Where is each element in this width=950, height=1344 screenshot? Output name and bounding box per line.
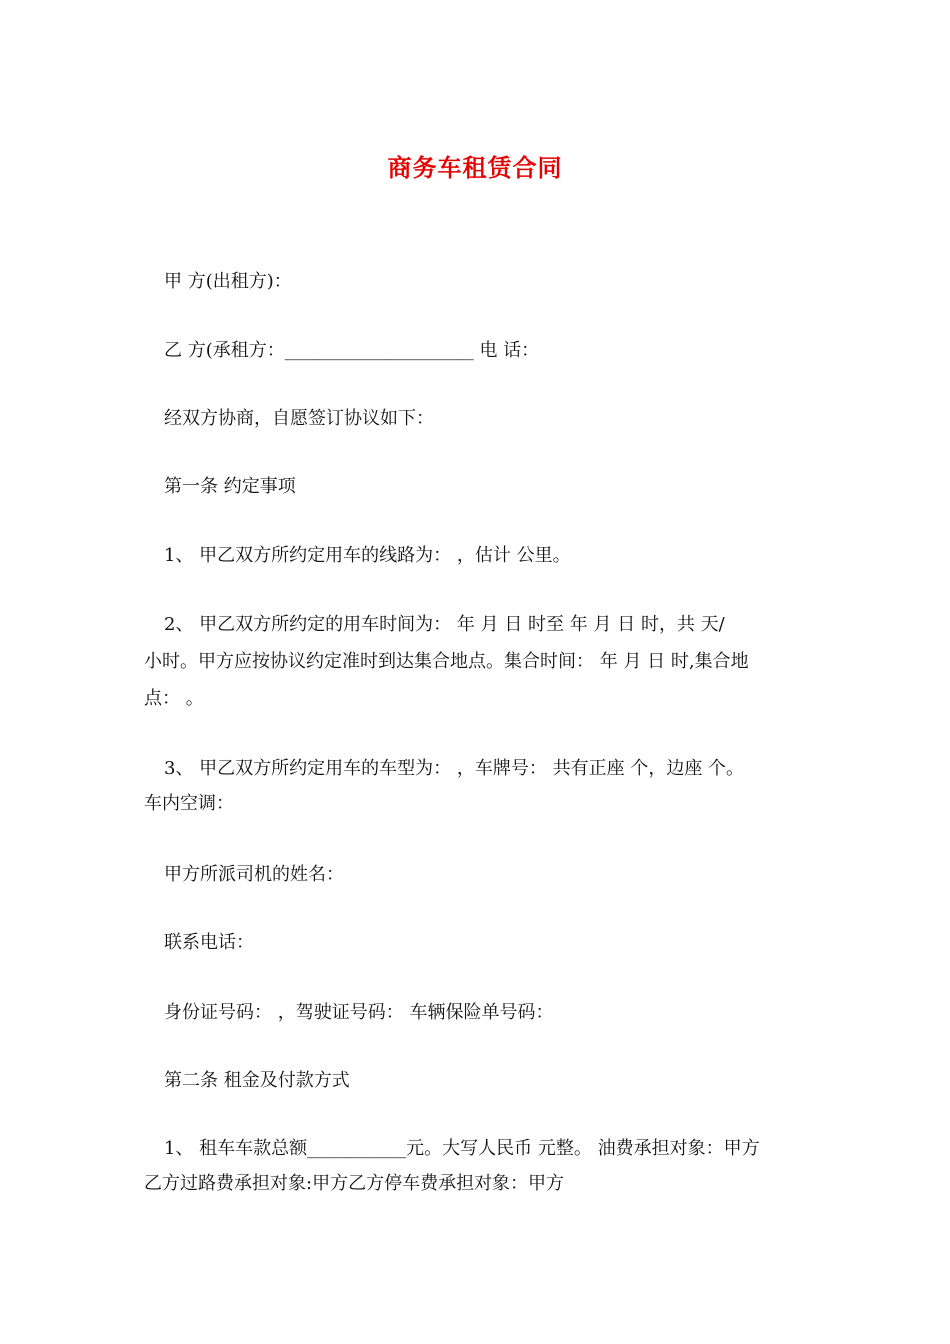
clause-2-1-line2: 乙方过路费承担对象:甲方乙方停车费承担对象：甲方 — [144, 1173, 565, 1194]
driver-name-line: 甲方所派司机的姓名： — [164, 864, 344, 885]
clause-1-2-line3: 点： 。 — [144, 688, 204, 709]
party-b-line: 乙 方(承租方：_____________________ 电 话： — [164, 340, 540, 361]
article-1-heading: 第一条 约定事项 — [164, 476, 296, 497]
article-2-heading: 第二条 租金及付款方式 — [164, 1070, 350, 1091]
document-title: 商务车租赁合同 — [387, 153, 563, 182]
contact-phone-line: 联系电话： — [164, 932, 254, 953]
agreement-intro: 经双方协商，自愿签订协议如下： — [164, 408, 434, 429]
clause-1-3-line1: 3、 甲乙双方所约定用车的车型为： ，车牌号： 共有正座 个，边座 个。 — [164, 758, 745, 779]
clause-2-1-line1: 1、 租车车款总额___________元。大写人民币 元整。 油费承担对象：甲方 — [164, 1138, 760, 1159]
clause-1-2-line1: 2、 甲乙双方所约定的用车时间为： 年 月 日 时至 年 月 日 时，共 天/ — [164, 614, 725, 635]
clause-1-2-line2: 小时。甲方应按协议约定准时到达集合地点。集合时间： 年 月 日 时,集合地 — [144, 651, 749, 672]
party-a-line: 甲 方(出租方)： — [164, 271, 292, 292]
id-numbers-line: 身份证号码： ，驾驶证号码： 车辆保险单号码： — [164, 1002, 554, 1023]
clause-1-1: 1、 甲乙双方所约定用车的线路为： ，估计 公里。 — [164, 545, 571, 566]
clause-1-3-line2: 车内空调： — [144, 793, 234, 814]
